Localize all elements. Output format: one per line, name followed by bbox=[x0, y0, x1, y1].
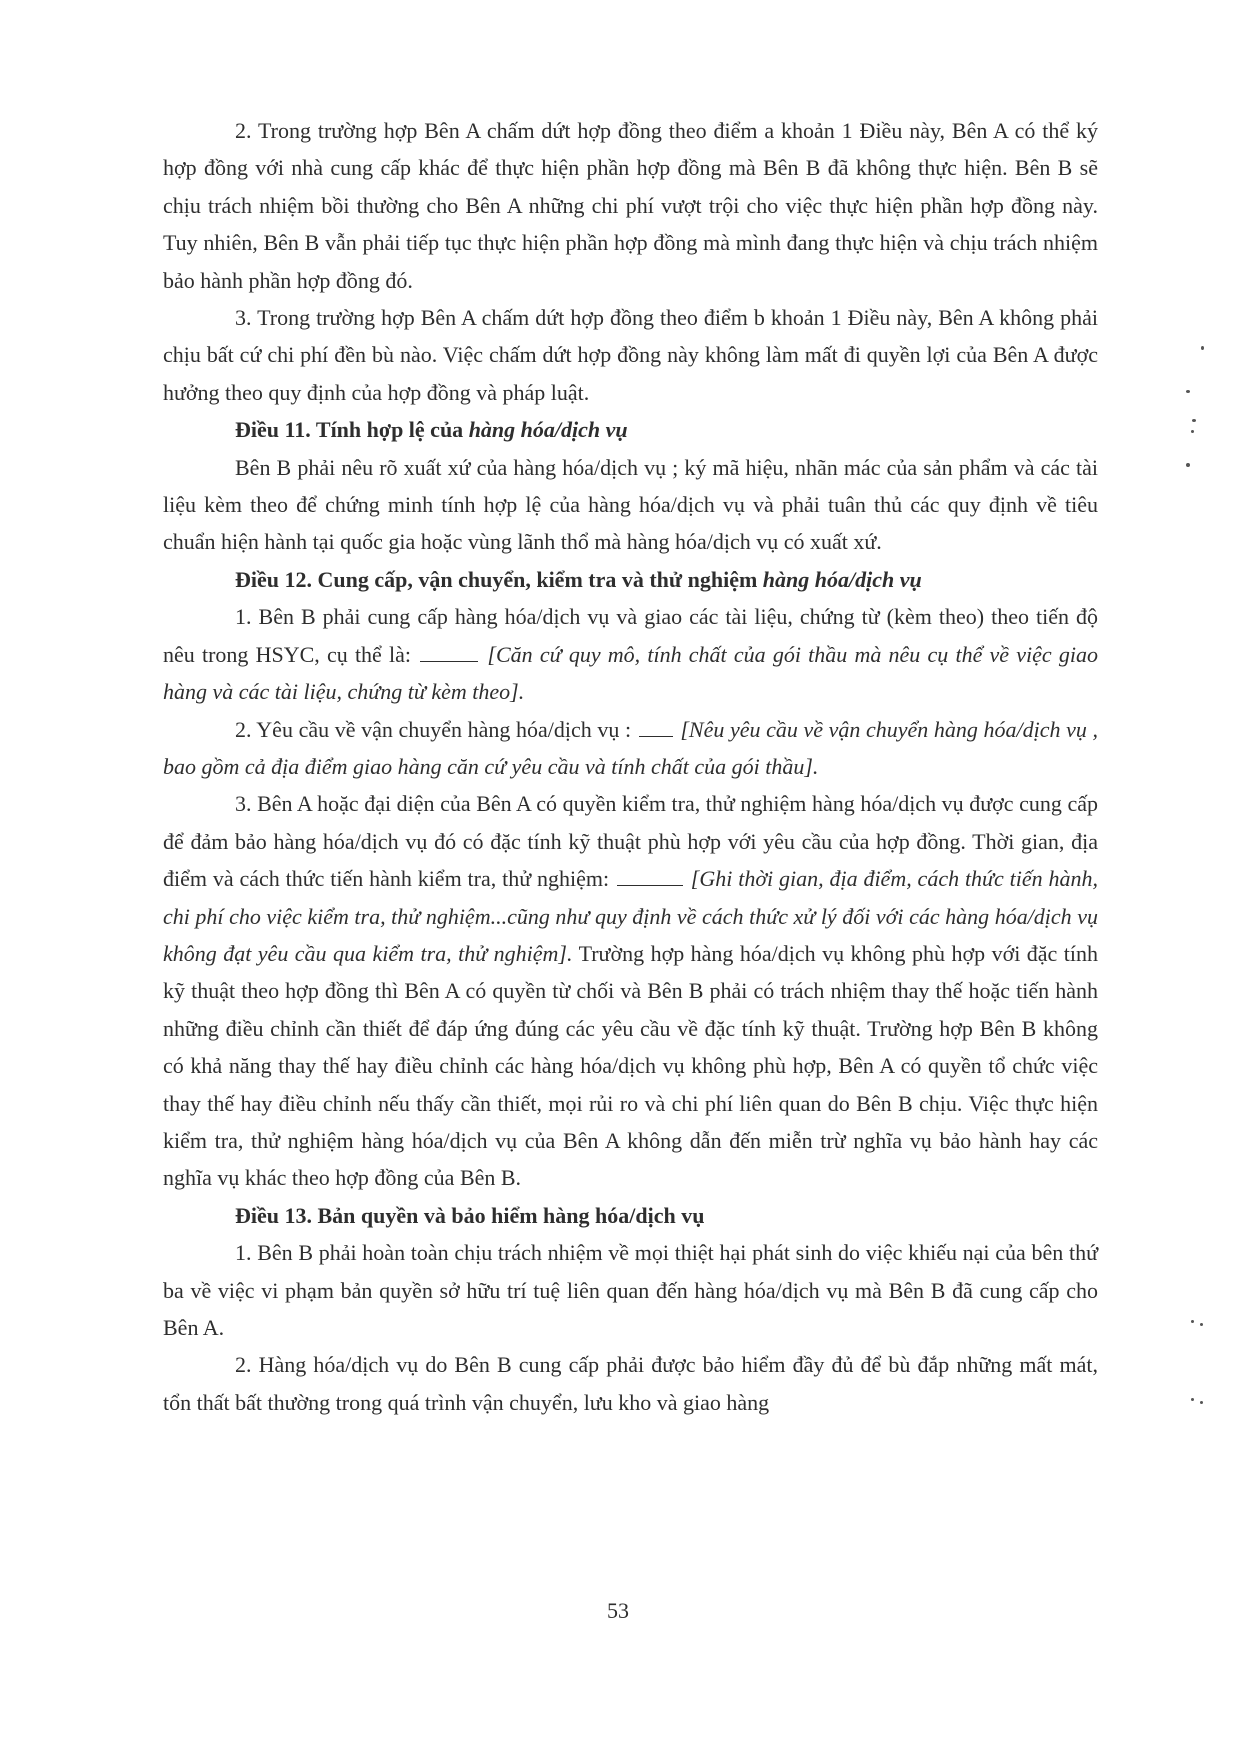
transport-instruction: [Nêu yêu cầu về vận chuyển hàng hóa/dịch vụ , bao gồm cả địa điểm giao hàng căn cứ yêu cầu và tính chất của gói thầu]. bbox=[163, 716, 1099, 779]
scan-speck bbox=[1191, 430, 1194, 433]
article-12-heading-text: Điều 12. Cung cấp, vận chuyển, kiểm tra và thử nghiệm bbox=[235, 566, 763, 592]
paragraph-inspection bbox=[163, 785, 1098, 1196]
paragraph-insurance: 2. Hàng hóa/dịch vụ do Bên B cung cấp phải được bảo hiểm đầy đủ để bù đắp những mất mát, tổn thất bất thường trong quá trình vận chuyển, lưu kho và giao hàng bbox=[163, 1352, 1098, 1415]
scan-speck bbox=[1186, 390, 1190, 393]
article-12-heading bbox=[163, 561, 1098, 598]
scan-speck bbox=[1192, 419, 1196, 422]
inspection-tail: Trường hợp hàng hóa/dịch vụ không phù hợp với đặc tính kỹ thuật theo hợp đồng thì Bên A có quyền từ chối và Bên B phải có trách nhiệm thay thế hoặc tiến hành những điều chỉnh cần thiết để đáp ứng đúng các yêu cầu về đặc tính kỹ thuật. Trường hợp Bên B không có khả năng thay thế hay điều chỉnh các hàng hóa/dịch vụ không phù hợp, Bên A có quyền tổ chức việc thay thế hay điều chỉnh nếu thấy cần thiết, mọi rủi ro và chi phí liên quan do Bên B chịu. Việc thực hiện kiểm tra, thử nghiệm hàng hóa/dịch vụ của Bên A không dẫn đến miễn trừ nghĩa vụ bảo hành hay các nghĩa vụ khác theo hợp đồng của Bên B. bbox=[163, 940, 1098, 1191]
scan-speck bbox=[1186, 463, 1190, 467]
paragraph-termination-b: 3. Trong trường hợp Bên A chấm dứt hợp đồng theo điểm b khoản 1 Điều này, Bên A không phải chịu bất cứ chi phí đền bù nào. Việc chấm dứt hợp đồng này không làm mất đi quyền lợi của Bên A được hưởng theo quy định của hợp đồng và pháp luật. bbox=[163, 305, 1098, 405]
supply-instruction: [Căn cứ quy mô, tính chất của gói thầu mà nêu cụ thể về việc giao hàng và các tài liệu, chứng từ kèm theo]. bbox=[163, 641, 1098, 705]
transport-text: 2. Yêu cầu về vận chuyển hàng hóa/dịch vụ : bbox=[235, 716, 632, 742]
scan-speck bbox=[1200, 1401, 1203, 1404]
article-11-heading bbox=[163, 411, 1098, 448]
fill-in-blank bbox=[617, 867, 683, 886]
fill-in-blank bbox=[420, 643, 478, 662]
paragraph-copyright: 1. Bên B phải hoàn toàn chịu trách nhiệm về mọi thiệt hại phát sinh do việc khiếu nại của bên thứ ba về việc vi phạm bản quyền sở hữu trí tuệ liên quan đến hàng hóa/dịch vụ mà Bên B đã cung cấp cho Bên A. bbox=[163, 1240, 1098, 1340]
article-13-heading: Điều 13. Bản quyền và bảo hiểm hàng hóa/dịch vụ bbox=[235, 1202, 705, 1228]
article-12-heading-italic: hàng hóa/dịch vụ bbox=[762, 566, 922, 592]
article-11-heading-text: Điều 11. Tính hợp lệ của bbox=[235, 417, 469, 443]
inspection-text: 3. Bên A hoặc đại diện của Bên A có quyền kiểm tra, thử nghiệm hàng hóa/dịch vụ được cung cấp để đảm bảo hàng hóa/dịch vụ đó có đặc tính kỹ thuật phù hợp với yêu cầu của hợp đồng. Thời gian, địa điểm và cách thức tiến hành kiểm tra, thử nghiệm: bbox=[163, 791, 1098, 892]
article-11-heading-italic: hàng hóa/dịch vụ bbox=[468, 417, 628, 443]
scan-speck bbox=[1191, 1398, 1194, 1401]
fill-in-blank bbox=[639, 718, 673, 737]
supply-text: 1. Bên B phải cung cấp hàng hóa/dịch vụ và giao các tài liệu, chứng từ (kèm theo) theo tiến độ nêu trong HSYC, cụ thể là: bbox=[163, 604, 1098, 667]
paragraph-origin: Bên B phải nêu rõ xuất xứ của hàng hóa/dịch vụ ; ký mã hiệu, nhãn mác của sản phẩm và các tài liệu kèm theo để chứng minh tính hợp lệ của hàng hóa/dịch vụ và phải tuân thủ các quy định về tiêu chuẩn hiện hành tại quốc gia hoặc vùng lãnh thổ mà hàng hóa/dịch vụ có xuất xứ. bbox=[163, 454, 1098, 555]
scan-speck bbox=[1191, 1320, 1194, 1323]
scan-speck bbox=[1200, 1323, 1203, 1326]
document-body bbox=[163, 112, 1098, 1421]
page-number: 53 bbox=[607, 1598, 629, 1623]
paragraph-termination-a: 2. Trong trường hợp Bên A chấm dứt hợp đồng theo điểm a khoản 1 Điều này, Bên A có thể ký hợp đồng với nhà cung cấp khác để thực hiện phần hợp đồng mà Bên B đã không thực hiện. Bên B sẽ chịu trách nhiệm bồi thường cho Bên A những chi phí vượt trội cho việc thực hiện phần hợp đồng này. Tuy nhiên, Bên B vẫn phải tiếp tục thực hiện phần hợp đồng mà mình đang thực hiện và chịu trách nhiệm bảo hành phần hợp đồng đó. bbox=[163, 118, 1098, 293]
inspection-instruction: [Ghi thời gian, địa điểm, cách thức tiến hành, chi phí cho việc kiểm tra, thử nghiệm...cũng như quy định về cách thức xử lý đối với các hàng hóa/dịch vụ không đạt yêu cầu qua kiểm tra, thử nghiệm]. bbox=[163, 866, 1099, 966]
scan-speck bbox=[1201, 346, 1204, 350]
paragraph-supply bbox=[163, 598, 1098, 710]
paragraph-transport bbox=[163, 711, 1098, 786]
